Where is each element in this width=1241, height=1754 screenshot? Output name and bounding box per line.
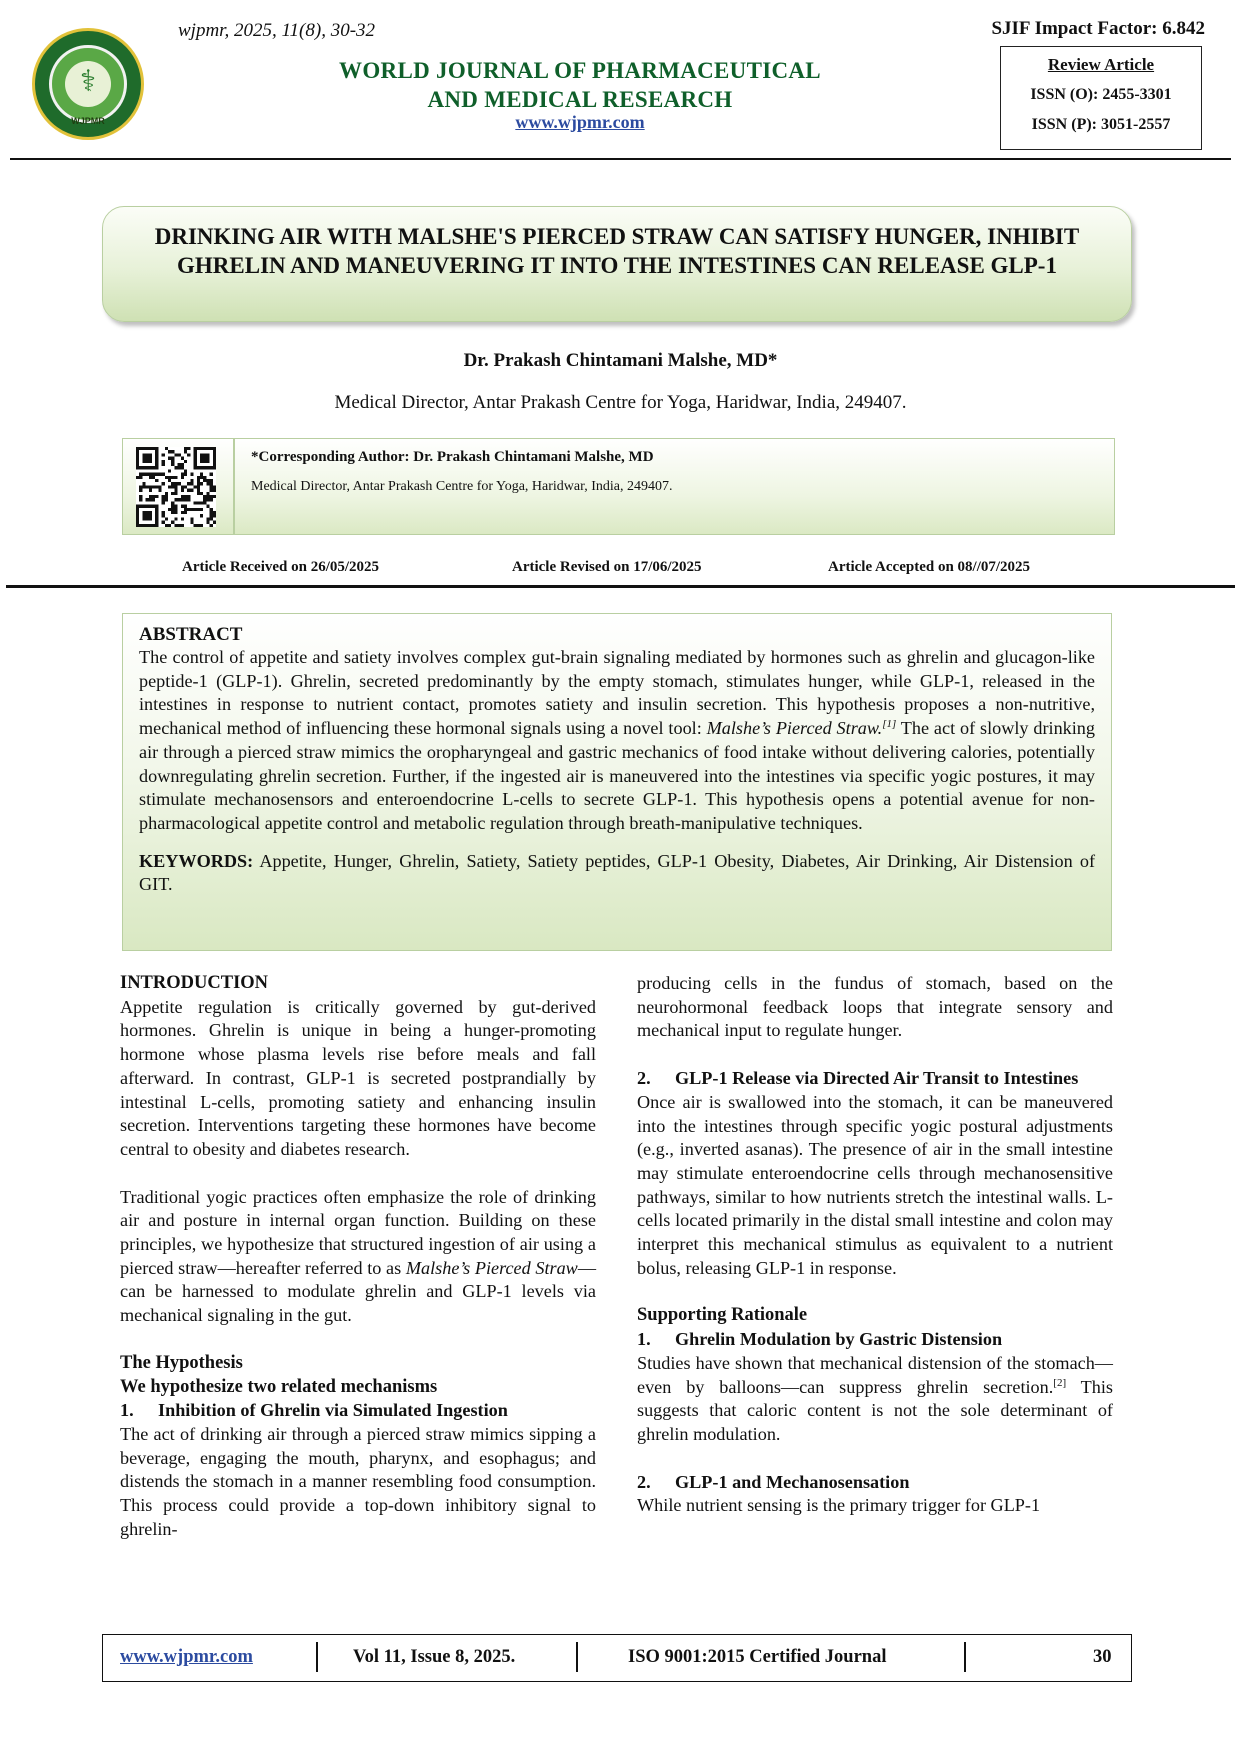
rationale-2-text: While nutrient sensing is the primary trigger for GLP-1 bbox=[637, 1495, 1041, 1516]
rationale-2-title: GLP-1 and Mechanosensation bbox=[675, 1471, 910, 1492]
mechanism-2-heading bbox=[637, 1067, 1113, 1091]
journal-url-link[interactable]: www.wjpmr.com bbox=[515, 112, 645, 132]
logo-text: WJPMR bbox=[71, 116, 105, 126]
journal-title-line2: AND MEDICAL RESEARCH bbox=[427, 87, 733, 112]
page-number: 30 bbox=[1093, 1647, 1112, 1667]
abstract-heading: ABSTRACT bbox=[139, 624, 243, 645]
rationale-1-text-part1: Studies have shown that mechanical distension of the stomach—even by balloons—can suppress ghrelin secretion. bbox=[637, 1352, 1113, 1397]
rationale-1-text bbox=[637, 1352, 1113, 1447]
author-affiliation: Medical Director, Antar Prakash Centre for Yoga, Haridwar, India, 249407. bbox=[334, 392, 907, 413]
author-name: Dr. Prakash Chintamani Malshe, MD* bbox=[463, 350, 778, 371]
abstract-tool-name: Malshe’s Pierced Straw. bbox=[706, 718, 883, 739]
title-box bbox=[102, 206, 1132, 322]
introduction-heading: INTRODUCTION bbox=[120, 973, 269, 993]
accepted-date: Article Accepted on 08//07/2025 bbox=[828, 559, 1031, 575]
keywords-label: KEYWORDS: bbox=[139, 850, 254, 871]
intro-paragraph-1: Appetite regulation is critically governed by gut-derived hormones. Ghrelin is unique in being a hunger-promoting hormone whose plasma levels rise before meals and fall afterward. In contrast, GLP-1 is secreted postprandially by intestinal L-cells, promoting satiety and enhancing insulin secretion. Interventions targeting these hormones have become central to obesity and diabetes research. bbox=[120, 996, 596, 1159]
intro-p2-part1: Traditional yogic practices often emphasize the role of drinking air and posture in internal organ function. Building on these principles, we hypothesize that structured ingestion of air using a pierced straw—hereafter referred to as bbox=[120, 1186, 596, 1278]
footer-separator bbox=[316, 1642, 318, 1672]
hypothesis-subheading: We hypothesize two related mechanisms bbox=[120, 1376, 438, 1397]
footer-separator bbox=[576, 1642, 578, 1672]
impact-factor: SJIF Impact Factor: 6.842 bbox=[991, 18, 1205, 39]
footer-url-link[interactable]: www.wjpmr.com bbox=[120, 1647, 253, 1667]
received-date: Article Received on 26/05/2025 bbox=[182, 559, 380, 575]
intro-p2-part2: —can be harnessed to modulate ghrelin and GLP-1 levels via mechanical signaling in the gut. bbox=[120, 1257, 597, 1326]
footer-volume: Vol 11, Issue 8, 2025. bbox=[353, 1647, 516, 1667]
article-type: Review Article bbox=[1047, 55, 1155, 74]
journal-title bbox=[280, 56, 880, 114]
rationale-2-heading bbox=[637, 1471, 1113, 1495]
abstract-text-part2: The act of slowly drinking air through a pierced straw mimics the oropharyngeal and gastric mechanics of food intake without delivering calories, potentially downregulating ghrelin secretion. Further, if the ingested air is maneuvered into the intestines via specific yogic postures, it may stimulate mechanosensors and enteroendocrine L-cells to secrete GLP-1. This hypothesis opens a potential avenue for non-pharmacological appetite control and metabolic regulation through breath-manipulative techniques. bbox=[139, 718, 1095, 833]
corresponding-author-affiliation: Medical Director, Antar Prakash Centre for Yoga, Haridwar, India, 249407. bbox=[251, 479, 673, 494]
rationale-1-citation[interactable]: [2] bbox=[1053, 1376, 1067, 1389]
abstract-box bbox=[122, 613, 1112, 951]
hypothesis-heading: The Hypothesis bbox=[120, 1352, 243, 1373]
mechanism-2-title: GLP-1 Release via Directed Air Transit to Intestines bbox=[675, 1068, 1079, 1089]
box-divider bbox=[233, 439, 235, 534]
issn-box bbox=[1000, 46, 1202, 150]
citation: wjpmr, 2025, 11(8), 30-32 bbox=[178, 20, 376, 41]
abstract-citation[interactable]: [1] bbox=[882, 718, 897, 731]
right-column bbox=[637, 972, 1113, 1518]
issn-print: ISSN (P): 3051-2557 bbox=[1031, 116, 1171, 133]
intro-paragraph-2 bbox=[120, 1186, 596, 1328]
revised-date: Article Revised on 17/06/2025 bbox=[512, 559, 702, 575]
rationale-2-number: 2. bbox=[637, 1471, 651, 1492]
rationale-1-title: Ghrelin Modulation by Gastric Distension bbox=[675, 1329, 1003, 1350]
corresponding-author-box bbox=[122, 438, 1115, 535]
journal-logo bbox=[32, 28, 144, 140]
issn-online: ISSN (O): 2455-3301 bbox=[1030, 86, 1172, 103]
rationale-1-text-part2: This suggests that caloric content is not the sole determinant of ghrelin modulation. bbox=[637, 1376, 1113, 1444]
section-divider bbox=[6, 585, 1235, 588]
abstract-text bbox=[139, 646, 1095, 836]
qr-code-icon[interactable] bbox=[136, 447, 216, 527]
keywords bbox=[139, 850, 1095, 897]
mechanism-1-text: The act of drinking air through a pierced straw mimics sipping a beverage, engaging the mouth, pharynx, and esophagus; and distends the stomach in a manner resembling food consumption. This process could provide a top-down inhibitory signal to ghrelin- bbox=[120, 1423, 596, 1539]
left-column bbox=[120, 972, 596, 1541]
mechanism-1-heading bbox=[120, 1399, 596, 1423]
mechanism-1-title: Inhibition of Ghrelin via Simulated Ingestion bbox=[158, 1400, 508, 1421]
keywords-list: Appetite, Hunger, Ghrelin, Satiety, Satiety peptides, GLP-1 Obesity, Diabetes, Air Drinking, Air Distension of GIT. bbox=[139, 850, 1095, 895]
corresponding-author-label: *Corresponding Author: Dr. Prakash Chintamani Malshe, MD bbox=[251, 449, 654, 465]
article-title: DRINKING AIR WITH MALSHE'S PIERCED STRAW CAN SATISFY HUNGER, INHIBIT GHRELIN AND MANEUVERING IT INTO THE INTESTINES CAN RELEASE GLP-1 bbox=[154, 224, 1080, 278]
rationale-1-number: 1. bbox=[637, 1329, 651, 1350]
mechanism-2-number: 2. bbox=[637, 1068, 651, 1089]
rationale-1-heading bbox=[637, 1328, 1113, 1352]
rationale-heading: Supporting Rationale bbox=[637, 1305, 808, 1326]
page-footer bbox=[102, 1634, 1132, 1682]
footer-certification: ISO 9001:2015 Certified Journal bbox=[628, 1647, 887, 1667]
journal-title-line1: WORLD JOURNAL OF PHARMACEUTICAL bbox=[339, 58, 821, 83]
intro-p2-tool-name: Malshe’s Pierced Straw bbox=[405, 1257, 578, 1278]
mechanism-1-number: 1. bbox=[120, 1400, 134, 1421]
footer-separator bbox=[964, 1642, 966, 1672]
mechanism-2-text: Once air is swallowed into the stomach, it can be maneuvered into the intestines through specific yogic postural adjustments (e.g., inverted asanas). The presence of air in the small intestine may stimulate enteroendocrine cells through mechanosensitive pathways, similar to how nutrients stretch the intestinal walls. L-cells located primarily in the distal small intestine and colon may interpret this mechanical stimulus as equivalent to a nutrient bolus, releasing GLP-1 in response. bbox=[637, 1091, 1113, 1278]
abstract-text-part1: The control of appetite and satiety involves complex gut-brain signaling mediated by hormones such as ghrelin and glucagon-like peptide-1 (GLP-1). Ghrelin, secreted predominantly by the empty stomach, stimulates hunger, while GLP-1, released in the intestines in response to nutrient contact, promotes satiety and insulin secretion. This hypothesis proposes a non-nutritive, mechanical method of influencing these hormonal signals using a novel tool: bbox=[139, 647, 1095, 739]
mechanism-1-continued: producing cells in the fundus of stomach, based on the neurohormonal feedback loops that integrate sensory and mechanical input to regulate hunger. bbox=[637, 973, 1113, 1041]
caduceus-icon: ⚕ bbox=[79, 64, 97, 99]
header-divider bbox=[10, 158, 1231, 160]
